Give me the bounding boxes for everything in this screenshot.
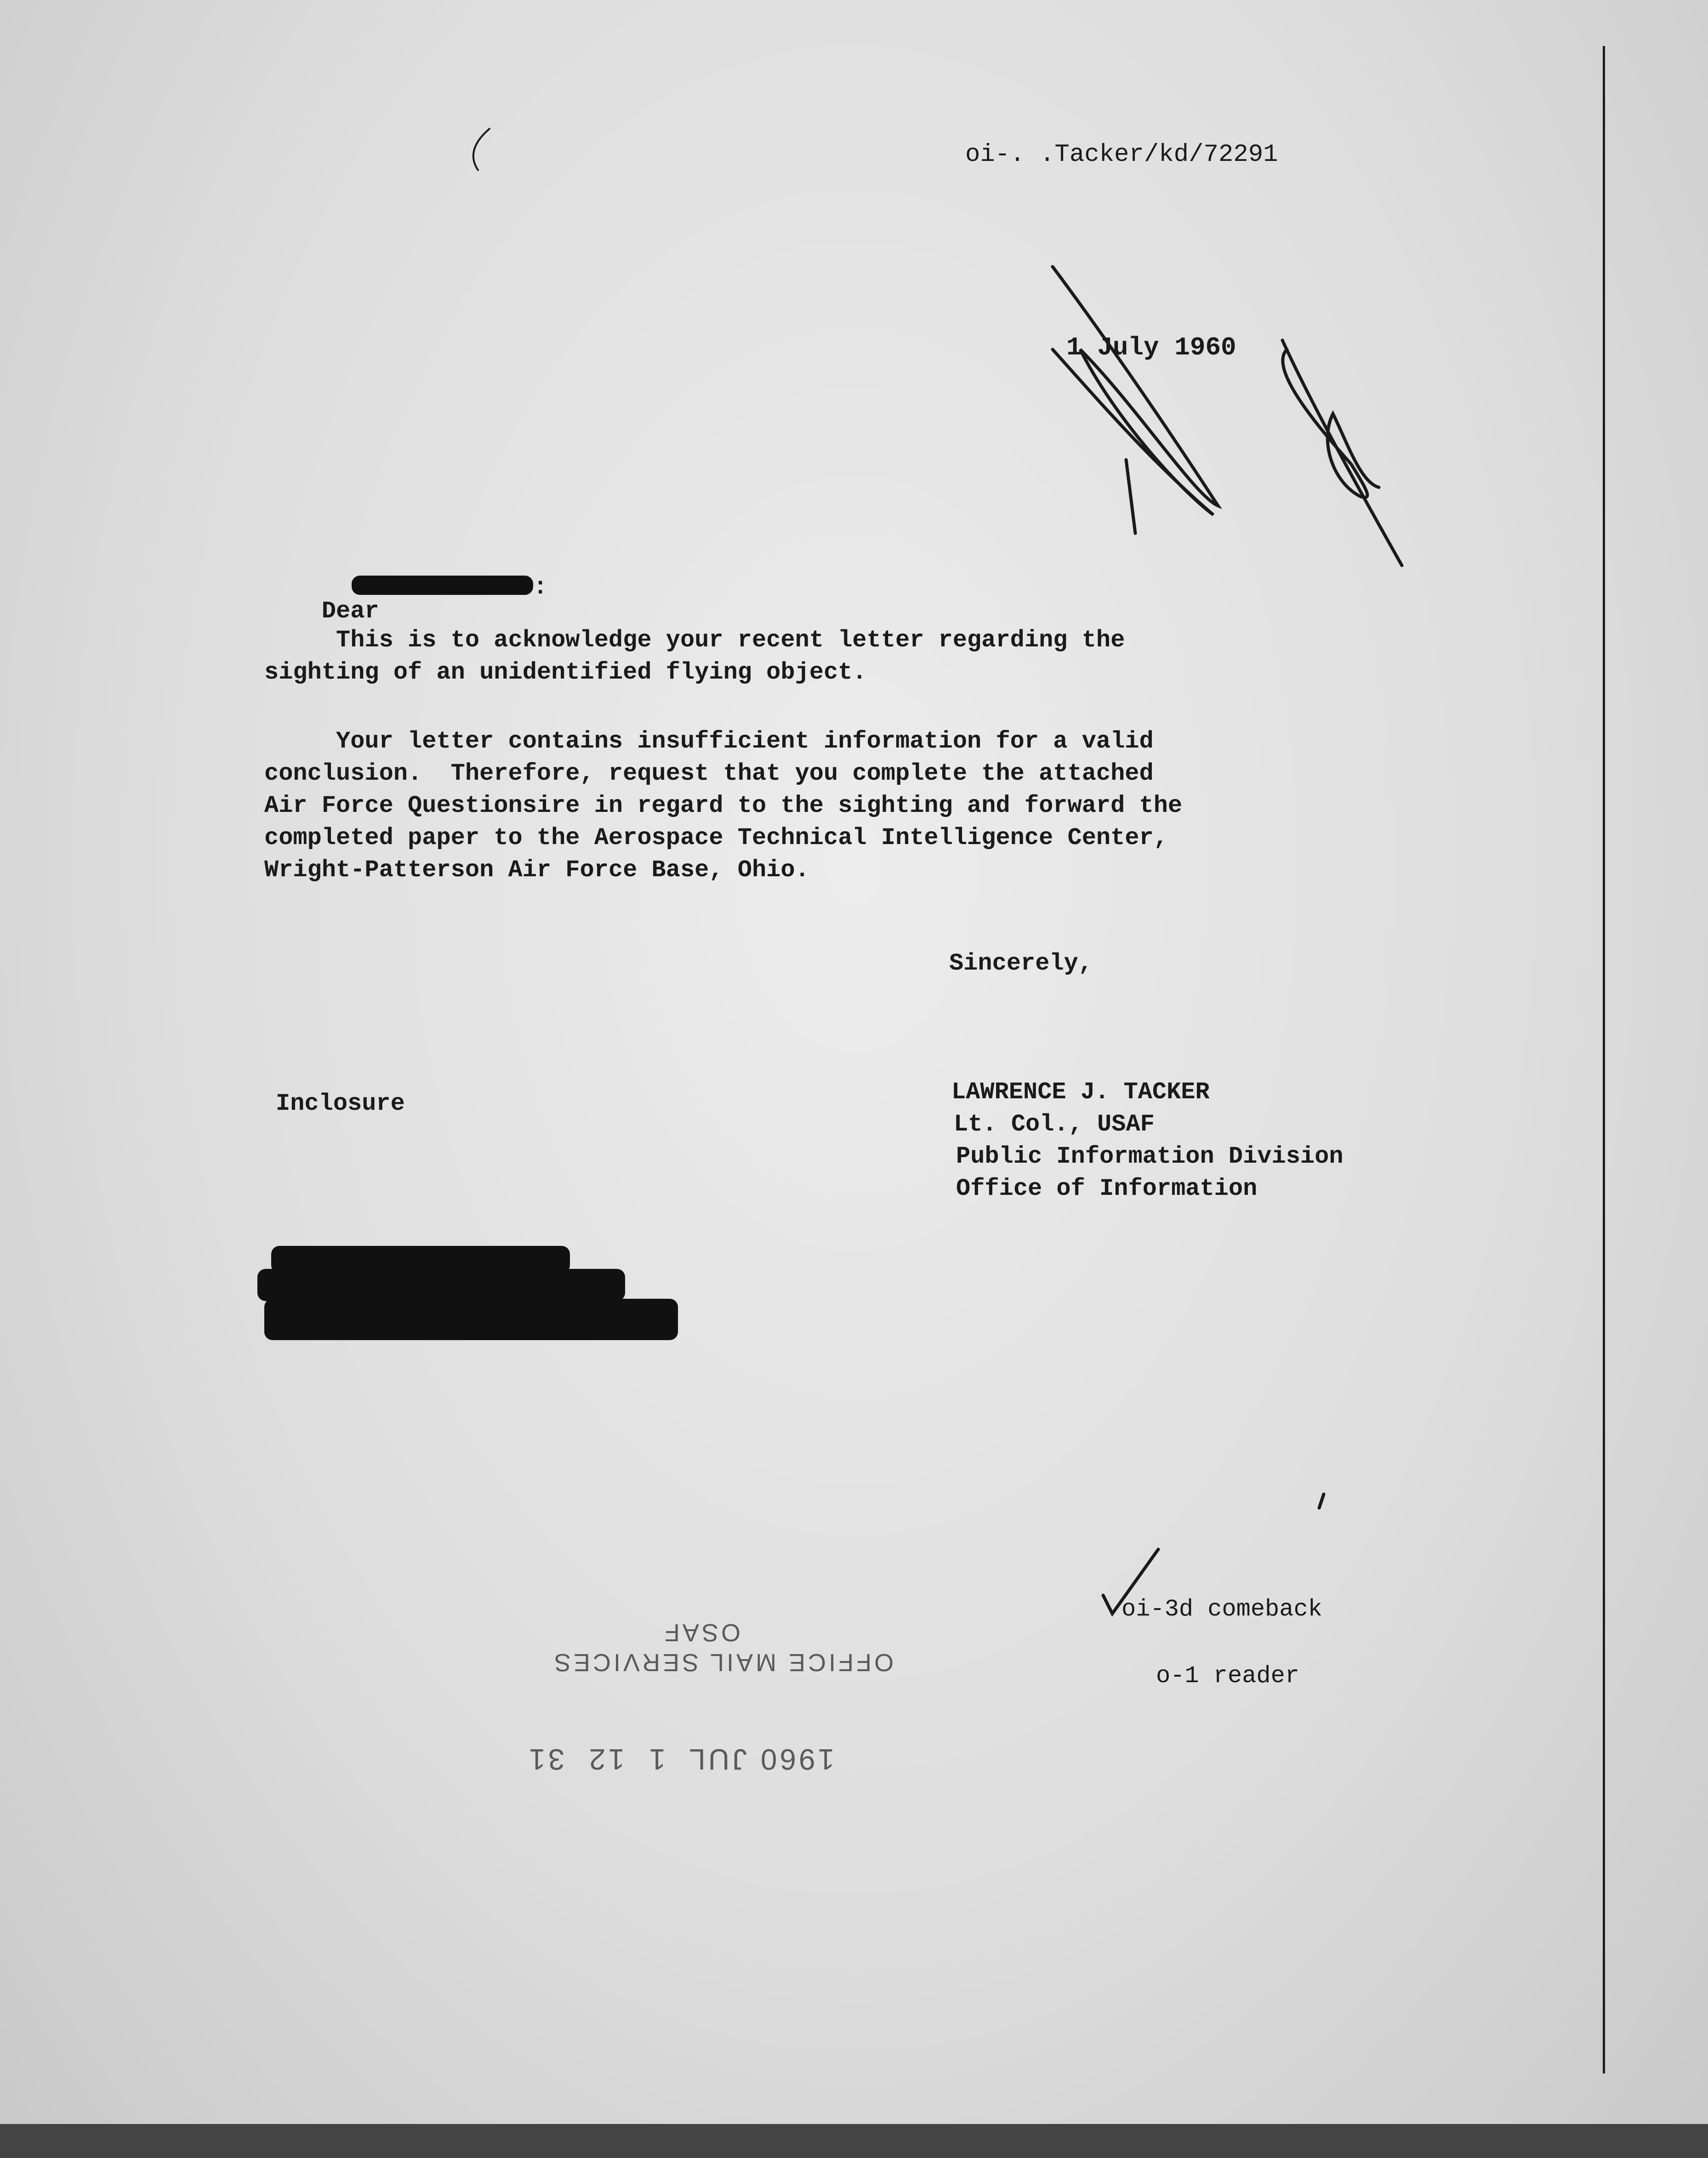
signer-rank: Lt. Col., USAF (954, 1111, 1155, 1138)
salutation-colon: : (533, 574, 548, 601)
signer-division: Public Information Division (956, 1143, 1344, 1170)
salutation-text: Dear (321, 598, 393, 625)
reference-code: oi-. .Tacker/kd/72291 (965, 141, 1278, 169)
stamp-mail-services: OFFICE MAIL SERVICES (552, 1649, 894, 1676)
initials-scribble-2 (1282, 340, 1402, 565)
check-mark (1103, 1549, 1158, 1614)
paren-mark (473, 129, 490, 170)
enclosure-label: Inclosure (276, 1090, 405, 1117)
letter-date: 1 July 1960 (1066, 333, 1236, 362)
paragraph-request: Your letter contains insufficient information for a valid conclusion. Therefore, request that you complete the attached Air Force Questionsire in regard to the sighting and forward the completed paper to the Aerospace Technical Intelligence Center, Wright-Patterson Air Force Base, Ohio. (264, 728, 1183, 884)
pen-mark (1319, 1494, 1324, 1508)
initials-scribble-1 (1053, 267, 1218, 533)
signer-office: Office of Information (956, 1175, 1258, 1202)
routing-reader: o-1 reader (1156, 1662, 1300, 1690)
paragraph-acknowledgement: This is to acknowledge your recent letter regarding the sighting of an unidentified flying object. (264, 627, 1125, 686)
stamp-date-time: 1960 JUL 1 12 31 (526, 1743, 835, 1776)
closing: Sincerely, (949, 950, 1093, 977)
stamp-osaf: OSAF (662, 1619, 741, 1646)
signer-name: LAWRENCE J. TACKER (951, 1079, 1210, 1106)
routing-comeback: oi-3d comeback (1122, 1596, 1322, 1623)
